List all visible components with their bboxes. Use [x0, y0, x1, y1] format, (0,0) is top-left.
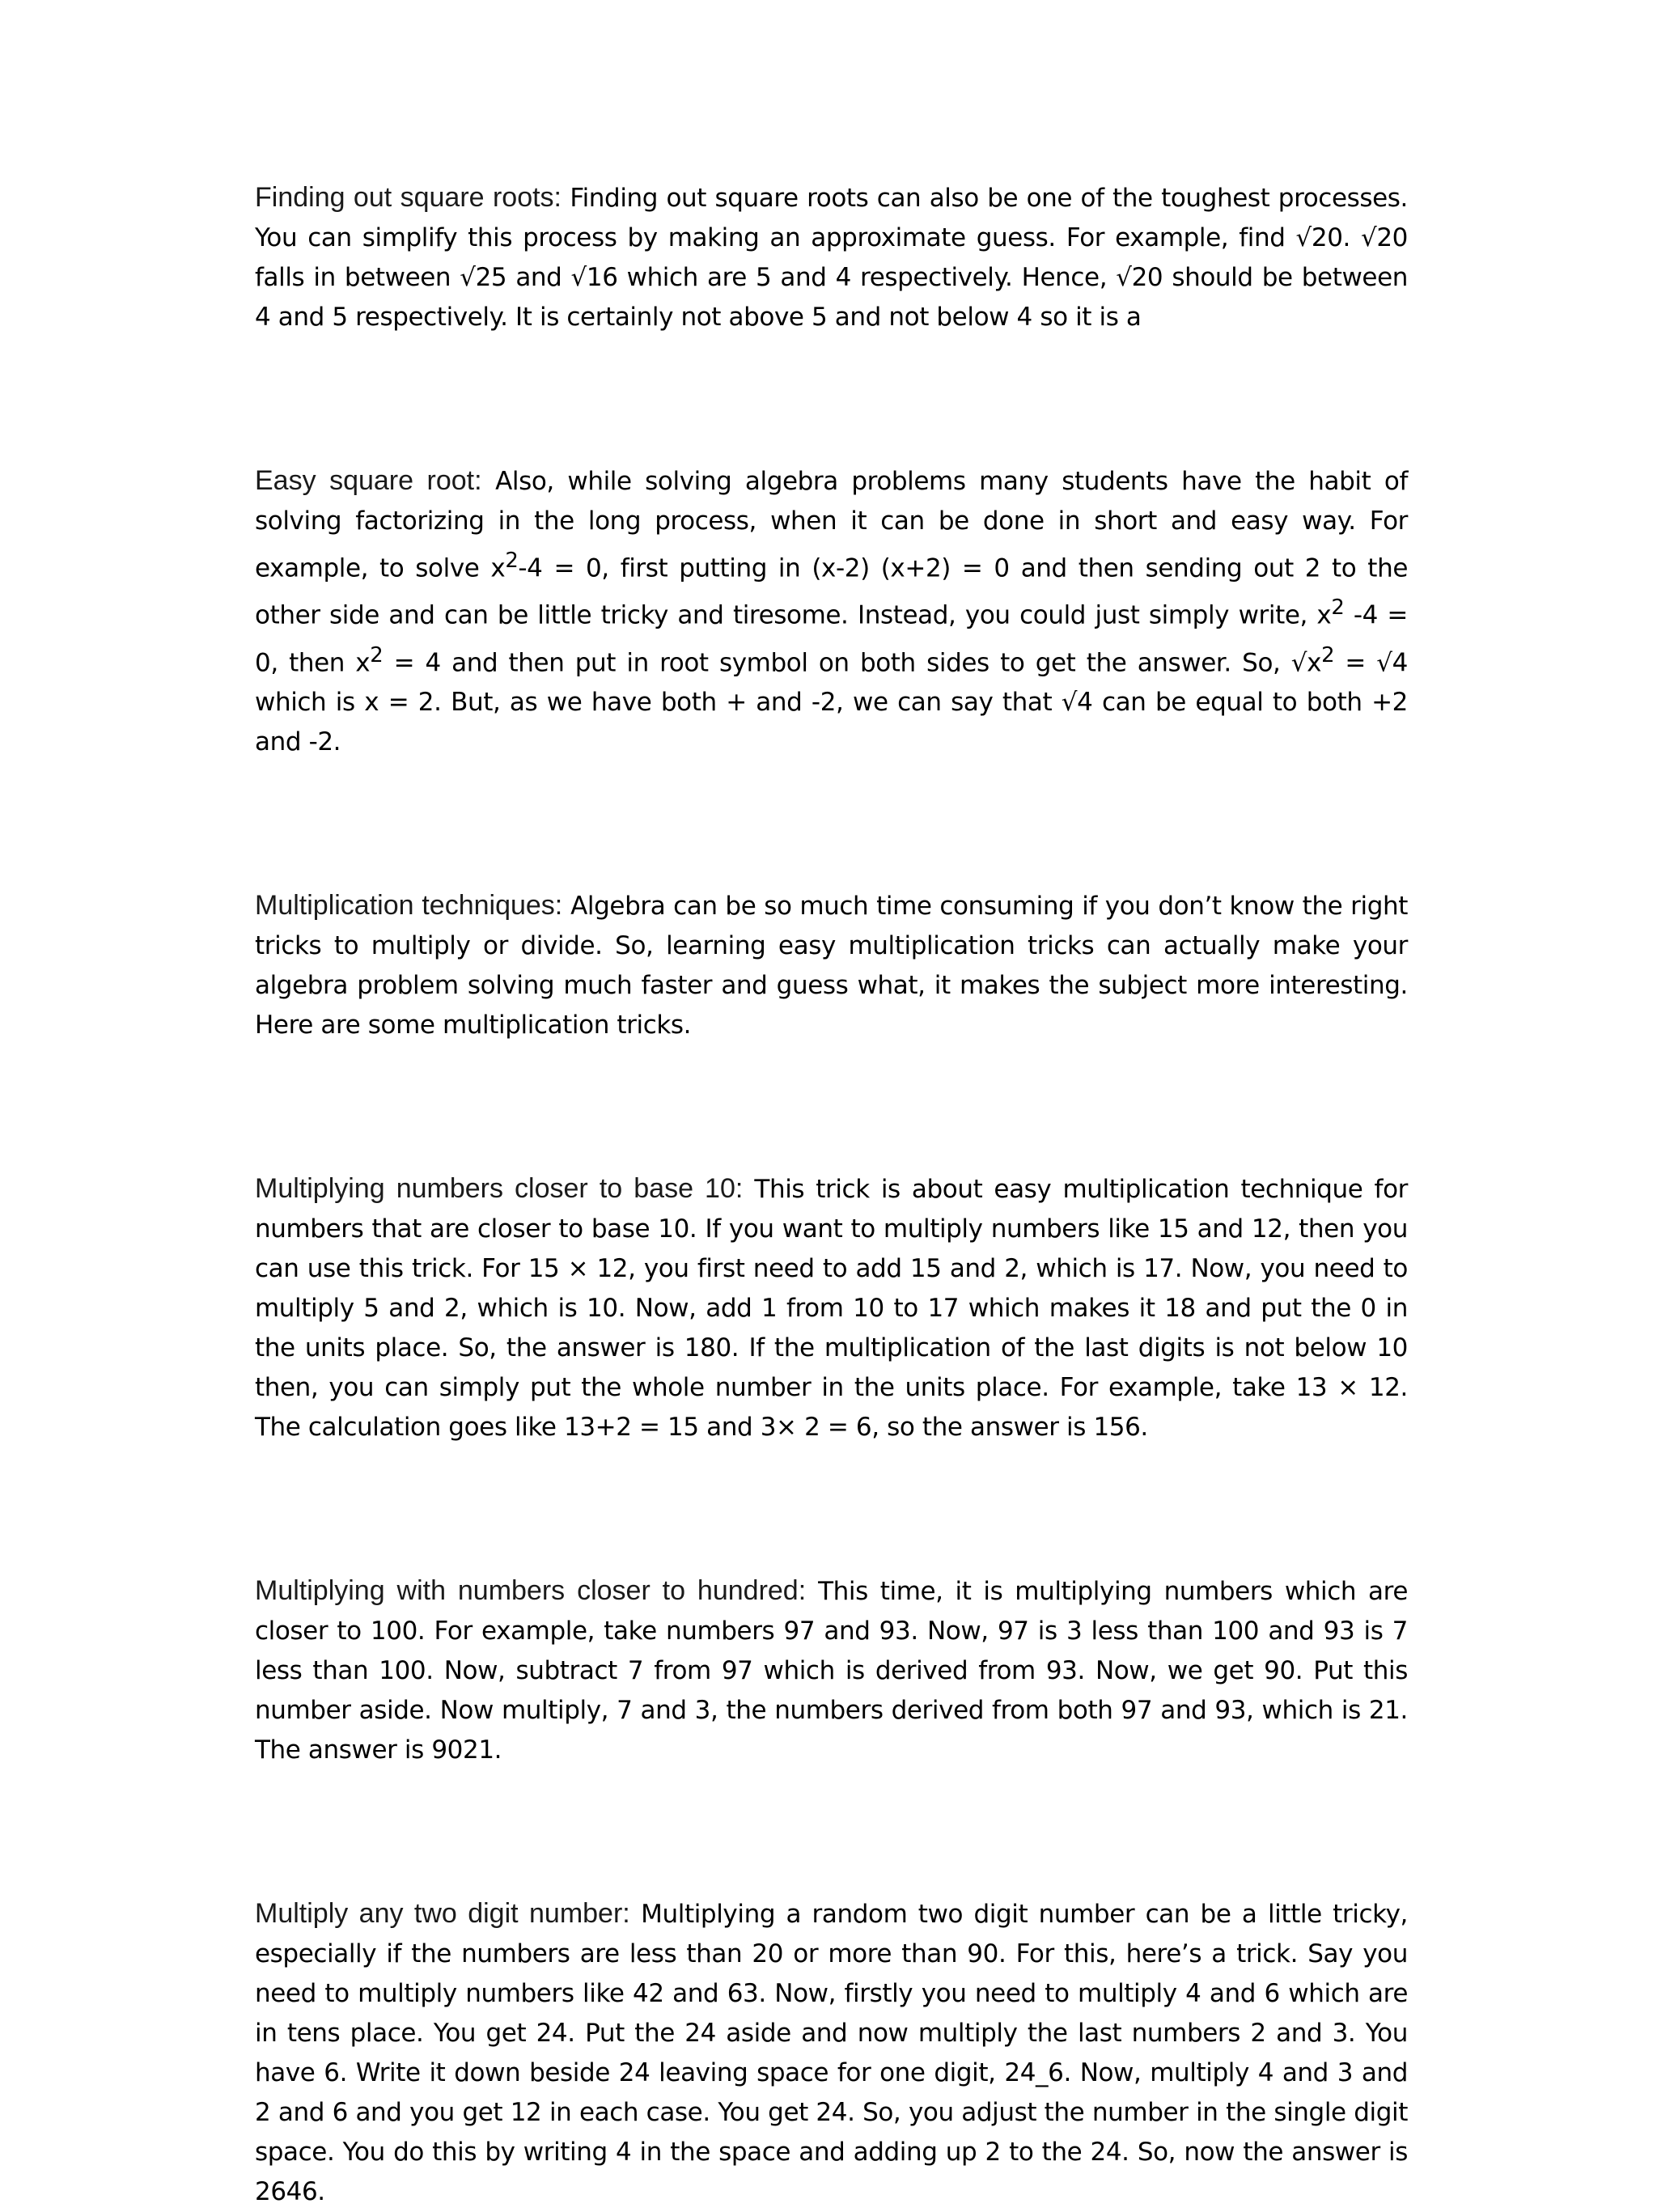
section-body: Algebra can be so much time consuming if you don’t know the right tricks to multiply or divide. So, learning easy multiplication tricks can actually make your algebra problem solving much faster and guess what, it makes the subject more interesting. Here are some multiplication tricks.: [255, 891, 1408, 1040]
superscript-exponent: 2: [1331, 595, 1345, 621]
section-multiplication-techniques: [255, 886, 1408, 1045]
section-heading: Finding out square roots:: [255, 182, 562, 213]
section-heading: Multiply any two digit number:: [255, 1897, 630, 1929]
section-body-text: Also, while solving algebra problems many students have the habit of solving factorizing in the long process, when it can be done in short and easy way. For example, to solve x: [255, 467, 1408, 583]
section-body-text: -4 = 0, then x: [255, 600, 1408, 677]
section-heading: Multiplication techniques:: [255, 889, 563, 921]
section-multiply-two-digit: [255, 1894, 1408, 2212]
superscript-exponent: 2: [370, 642, 384, 667]
section-multiplying-base-10: [255, 1169, 1408, 1447]
section-multiplying-near-hundred: [255, 1571, 1408, 1770]
section-body-text: = 4 and then put in root symbol on both sides to get the answer. So, √x: [383, 647, 1322, 677]
section-body-text: -4 = 0, first putting in (x-2) (x+2) = 0 and then sending out 2 to the other side and can be little tricky and tiresome. Instead, you could just simply write, x: [255, 553, 1408, 630]
superscript-exponent: 2: [505, 549, 519, 573]
section-easy-square-root: [255, 461, 1408, 762]
section-finding-square-roots: [255, 178, 1408, 337]
superscript-exponent: 2: [1321, 642, 1335, 667]
section-body: Finding out square roots can also be one of the toughest processes. You can simplify this process by making an approximate guess. For example, find √20. √20 falls in between √25 and √16 which are 5 and 4 respectively. Hence, √20 should be between 4 and 5 respectively. It is certainly not above 5 and not below 4 so it is a: [255, 184, 1408, 332]
section-body: This time, it is multiplying numbers which are closer to 100. For example, take numbers 97 and 93. Now, 97 is 3 less than 100 and 93 is 7 less than 100. Now, subtract 7 from 97 which is derived from 93. Now, we get 90. Put this number aside. Now multiply, 7 and 3, the numbers derived from both 97 and 93, which is 21. The answer is 9021.: [255, 1576, 1408, 1765]
section-body-text: = √4 which is x = 2. But, as we have both + and -2, we can say that √4 can be equal to both +2 and -2.: [255, 647, 1408, 756]
section-heading: Multiplying with numbers closer to hundred:: [255, 1574, 807, 1606]
document-page: [255, 178, 1408, 2212]
section-heading: Multiplying numbers closer to base 10:: [255, 1172, 744, 1204]
section-heading: Easy square root:: [255, 465, 482, 496]
section-body: Multiplying a random two digit number can be a little tricky, especially if the numbers are less than 20 or more than 90. For this, here’s a trick. Say you need to multiply numbers like 42 and 63. Now, firstly you need to multiply 4 and 6 which are in tens place. You get 24. Put the 24 aside and now multiply the last numbers 2 and 3. You have 6. Write it down beside 24 leaving space for one digit, 24_6. Now, multiply 4 and 3 and 2 and 6 and you get 12 in each case. You get 24. So, you adjust the number in the single digit space. You do this by writing 4 in the space and adding up 2 to the 24. So, now the answer is 2646.: [255, 1899, 1408, 2206]
section-body: This trick is about easy multiplication technique for numbers that are closer to base 10. If you want to multiply numbers like 15 and 12, then you can use this trick. For 15 × 12, you first need to add 15 and 2, which is 17. Now, you need to multiply 5 and 2, which is 10. Now, add 1 from 10 to 17 which makes it 18 and put the 0 in the units place. So, the answer is 180. If the multiplication of the last digits is not below 10 then, you can simply put the whole number in the units place. For example, take 13 × 12. The calculation goes like 13+2 = 15 and 3× 2 = 6, so the answer is 156.: [255, 1174, 1408, 1442]
